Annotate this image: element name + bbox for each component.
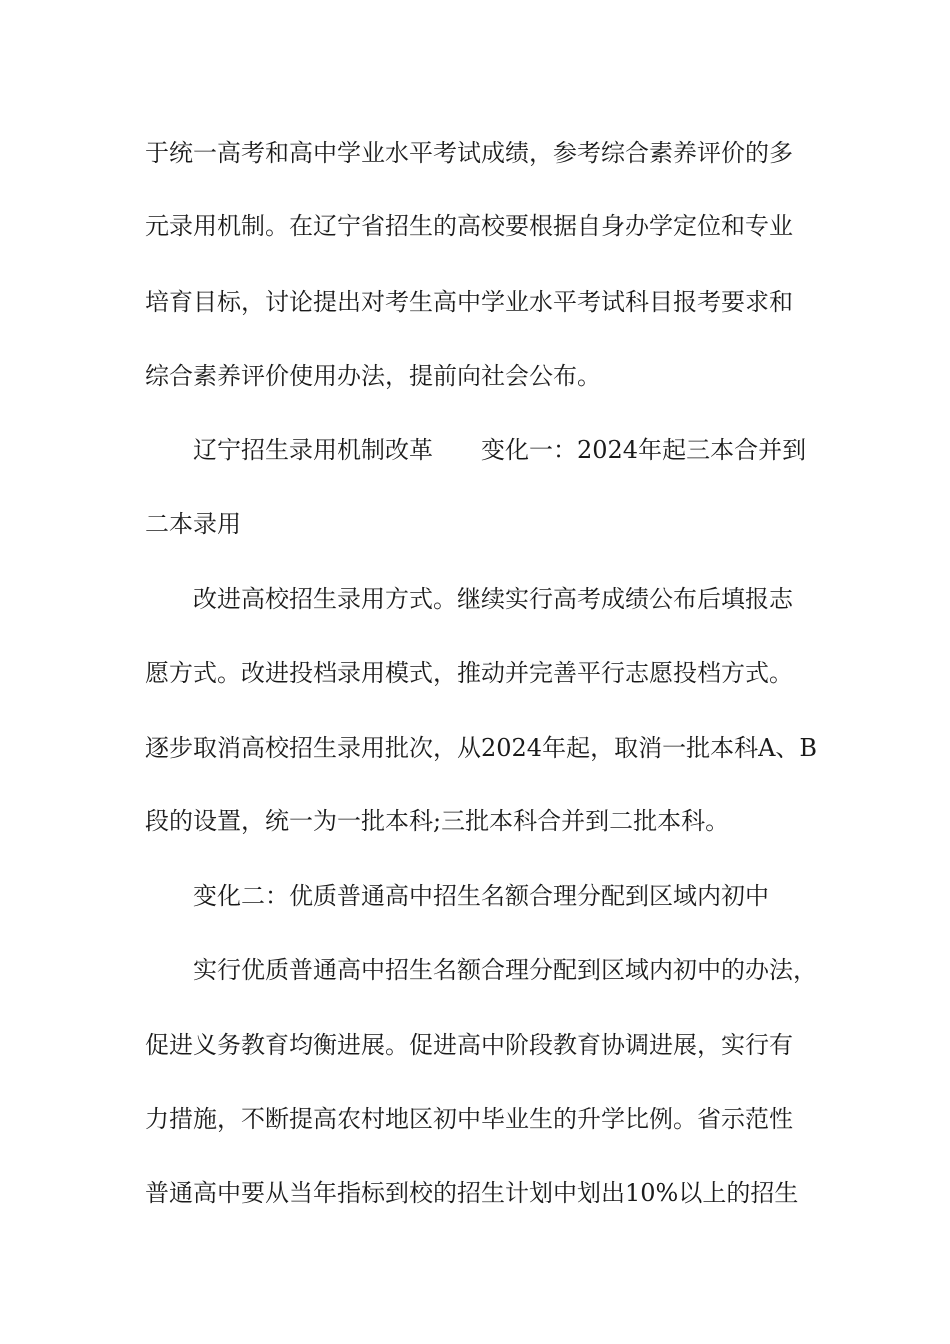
text-line: 元录用机制。在辽宁省招生的高校要根据自身办学定位和专业: [145, 212, 793, 240]
text-line: 培育目标，讨论提出对考生高中学业水平考试科目报考要求和: [145, 288, 793, 316]
text-line: 综合素养评价使用办法，提前向社会公布。: [145, 362, 601, 390]
text-line: 普通高中要从当年指标到校的招生计划中划出10%以上的招生: [145, 1179, 799, 1207]
paragraph-start: 实行优质普通高中招生名额合理分配到区域内初中的办法，: [193, 956, 817, 984]
paragraph-start: 改进高校招生录用方式。继续实行高考成绩公布后填报志: [193, 585, 793, 613]
section-heading: 辽宁招生录用机制改革 变化一：2024年起三本合并到: [193, 436, 807, 464]
text-line: 促进义务教育均衡进展。促进高中阶段教育协调进展，实行有: [145, 1031, 793, 1059]
text-line: 逐步取消高校招生录用批次，从2024年起，取消一批本科A、B: [145, 734, 818, 762]
text-line: 力措施，不断提高农村地区初中毕业生的升学比例。省示范性: [145, 1105, 793, 1133]
section-heading: 变化二：优质普通高中招生名额合理分配到区域内初中: [193, 882, 769, 910]
text-line: 二本录用: [145, 510, 241, 538]
text-line: 愿方式。改进投档录用模式，推动并完善平行志愿投档方式。: [145, 659, 793, 687]
text-line: 段的设置，统一为一批本科;三批本科合并到二批本科。: [145, 807, 730, 835]
text-line: 于统一高考和高中学业水平考试成绩，参考综合素养评价的多: [145, 139, 793, 167]
